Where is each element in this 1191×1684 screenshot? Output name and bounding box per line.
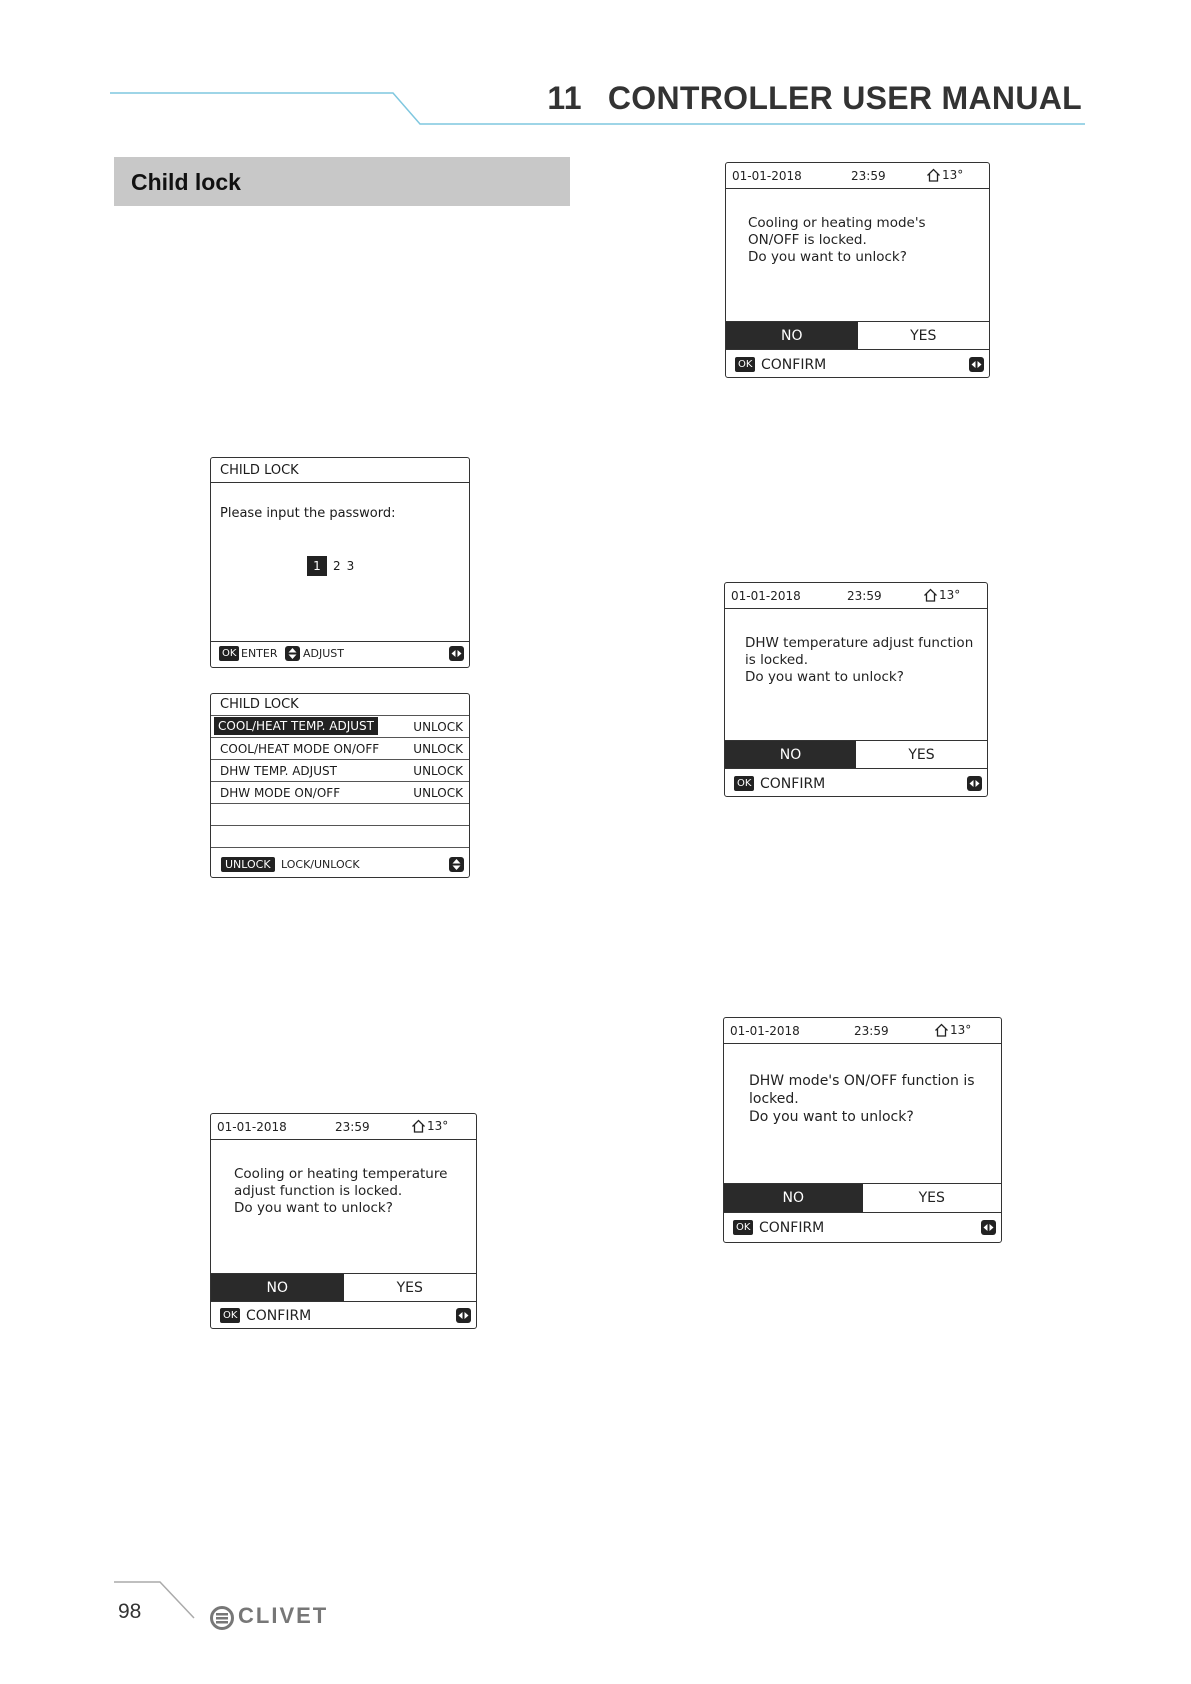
unlock-dialog-dhw-mode xyxy=(723,1017,1002,1243)
screen-title: CHILD LOCK xyxy=(220,697,299,712)
message-line: DHW temperature adjust function xyxy=(745,635,974,651)
dialog-message xyxy=(748,215,926,266)
home-icon xyxy=(934,1023,949,1037)
status-date: 01-01-2018 xyxy=(730,1024,800,1038)
status-temperature xyxy=(923,588,960,602)
lock-row-label: DHW MODE ON/OFF xyxy=(220,786,341,800)
lock-row-value: UNLOCK xyxy=(413,786,463,800)
status-date: 01-01-2018 xyxy=(731,589,801,603)
status-bar xyxy=(725,583,987,609)
dialog-footer xyxy=(725,772,987,796)
home-icon xyxy=(411,1119,426,1133)
no-button[interactable]: NO xyxy=(724,1184,863,1212)
unlock-dialog-cool-heat-mode xyxy=(725,162,990,378)
lock-row-empty xyxy=(211,804,469,826)
screen-title-bar xyxy=(211,694,469,716)
message-line: Cooling or heating temperature xyxy=(234,1166,448,1182)
choice-bar xyxy=(211,1273,476,1302)
no-button[interactable]: NO xyxy=(725,741,856,768)
screen-title: CHILD LOCK xyxy=(220,463,299,478)
status-time: 23:59 xyxy=(854,1024,889,1038)
message-line: is locked. xyxy=(745,652,809,668)
ok-key[interactable]: OK xyxy=(734,776,754,791)
lock-row-label: DHW TEMP. ADJUST xyxy=(220,764,337,778)
lock-row-value: UNLOCK xyxy=(413,720,463,734)
status-date: 01-01-2018 xyxy=(217,1120,287,1134)
status-bar xyxy=(211,1114,476,1140)
confirm-label: CONFIRM xyxy=(761,357,827,373)
confirm-label: CONFIRM xyxy=(759,1220,825,1236)
status-date: 01-01-2018 xyxy=(732,169,802,183)
status-time: 23:59 xyxy=(335,1120,370,1134)
unlock-key[interactable]: UNLOCK xyxy=(221,857,275,872)
screen-footer xyxy=(211,641,469,667)
message-line: DHW mode's ON/OFF function is xyxy=(749,1073,975,1089)
yes-button[interactable]: YES xyxy=(858,322,990,349)
dialog-footer xyxy=(726,353,989,377)
status-time: 23:59 xyxy=(851,169,886,183)
lock-row[interactable] xyxy=(211,716,469,738)
up-down-icon[interactable] xyxy=(449,857,464,872)
section-title: Child lock xyxy=(131,169,241,195)
lock-row-empty xyxy=(211,826,469,848)
chapter-title: CONTROLLER USER MANUAL xyxy=(607,80,1082,116)
lock-unlock-label: LOCK/UNLOCK xyxy=(281,858,360,871)
message-line: Cooling or heating mode's xyxy=(748,215,926,231)
dialog-footer xyxy=(211,1304,476,1328)
password-digit-selected[interactable]: 1 xyxy=(307,556,327,576)
ok-key[interactable]: OK xyxy=(733,1220,753,1235)
status-bar xyxy=(724,1018,1001,1044)
message-line: Do you want to unlock? xyxy=(234,1200,393,1216)
message-line: ON/OFF is locked. xyxy=(748,232,867,248)
password-prompt: Please input the password: xyxy=(220,506,396,521)
ok-key[interactable]: OK xyxy=(219,646,239,661)
choice-bar xyxy=(726,321,989,350)
no-button[interactable]: NO xyxy=(726,322,858,349)
header-rule xyxy=(0,0,1191,140)
home-icon xyxy=(926,168,941,182)
password-digit[interactable]: 3 xyxy=(346,559,355,573)
chapter-number: 11 xyxy=(547,80,582,116)
unlock-dialog-cool-heat-temp xyxy=(210,1113,477,1329)
unlock-dialog-dhw-temp xyxy=(724,582,988,797)
status-temperature xyxy=(934,1023,971,1037)
message-line: Do you want to unlock? xyxy=(748,249,907,265)
password-screen xyxy=(210,457,470,668)
screen-title-bar xyxy=(211,458,469,483)
lock-row[interactable] xyxy=(211,782,469,804)
adjust-label: ADJUST xyxy=(303,647,344,660)
temperature-value: 13° xyxy=(939,588,961,602)
left-right-icon[interactable] xyxy=(456,1308,471,1323)
lock-row-value: UNLOCK xyxy=(413,742,463,756)
chapter-heading xyxy=(547,80,1082,117)
left-right-icon[interactable] xyxy=(981,1220,996,1235)
home-icon xyxy=(923,588,938,602)
password-digit[interactable]: 2 xyxy=(333,559,341,573)
status-time: 23:59 xyxy=(847,589,882,603)
lock-row-label: COOL/HEAT TEMP. ADJUST xyxy=(214,717,378,735)
confirm-label: CONFIRM xyxy=(246,1308,312,1324)
password-digits[interactable] xyxy=(307,556,354,576)
message-line: adjust function is locked. xyxy=(234,1183,403,1199)
message-line: Do you want to unlock? xyxy=(749,1109,914,1125)
choice-bar xyxy=(725,740,987,769)
temperature-value: 13° xyxy=(942,168,964,182)
dialog-message xyxy=(749,1072,975,1126)
dialog-footer xyxy=(724,1214,1001,1242)
temperature-value: 13° xyxy=(427,1119,449,1133)
yes-button[interactable]: YES xyxy=(863,1184,1002,1212)
yes-button[interactable]: YES xyxy=(344,1274,477,1301)
left-right-icon[interactable] xyxy=(449,646,464,661)
footer-rule xyxy=(100,1580,210,1630)
no-button[interactable]: NO xyxy=(211,1274,344,1301)
message-line: Do you want to unlock? xyxy=(745,669,904,685)
screen-footer xyxy=(211,853,469,877)
confirm-label: CONFIRM xyxy=(760,776,826,792)
lock-list-screen xyxy=(210,693,470,878)
lock-row[interactable] xyxy=(211,760,469,782)
status-bar xyxy=(726,163,989,189)
dialog-message xyxy=(234,1166,447,1217)
left-right-icon[interactable] xyxy=(967,776,982,791)
brand-logo: CLIVET xyxy=(238,1603,329,1628)
lock-row-value: UNLOCK xyxy=(413,764,463,778)
left-right-icon[interactable] xyxy=(969,357,984,372)
lock-row-label: COOL/HEAT MODE ON/OFF xyxy=(220,742,380,756)
enter-label: ENTER xyxy=(241,647,278,660)
adjust-icon[interactable] xyxy=(285,646,300,661)
status-temperature xyxy=(926,168,963,182)
yes-button[interactable]: YES xyxy=(856,741,987,768)
dialog-message xyxy=(745,635,973,686)
message-line: locked. xyxy=(749,1091,799,1107)
ok-key[interactable]: OK xyxy=(735,357,755,372)
page-number: 98 xyxy=(118,1600,142,1623)
lock-row[interactable] xyxy=(211,738,469,760)
section-heading-band xyxy=(114,157,570,206)
ok-key[interactable]: OK xyxy=(220,1308,240,1323)
clivet-logo-icon xyxy=(210,1606,234,1630)
choice-bar xyxy=(724,1183,1001,1213)
temperature-value: 13° xyxy=(950,1023,972,1037)
status-temperature xyxy=(411,1119,448,1133)
